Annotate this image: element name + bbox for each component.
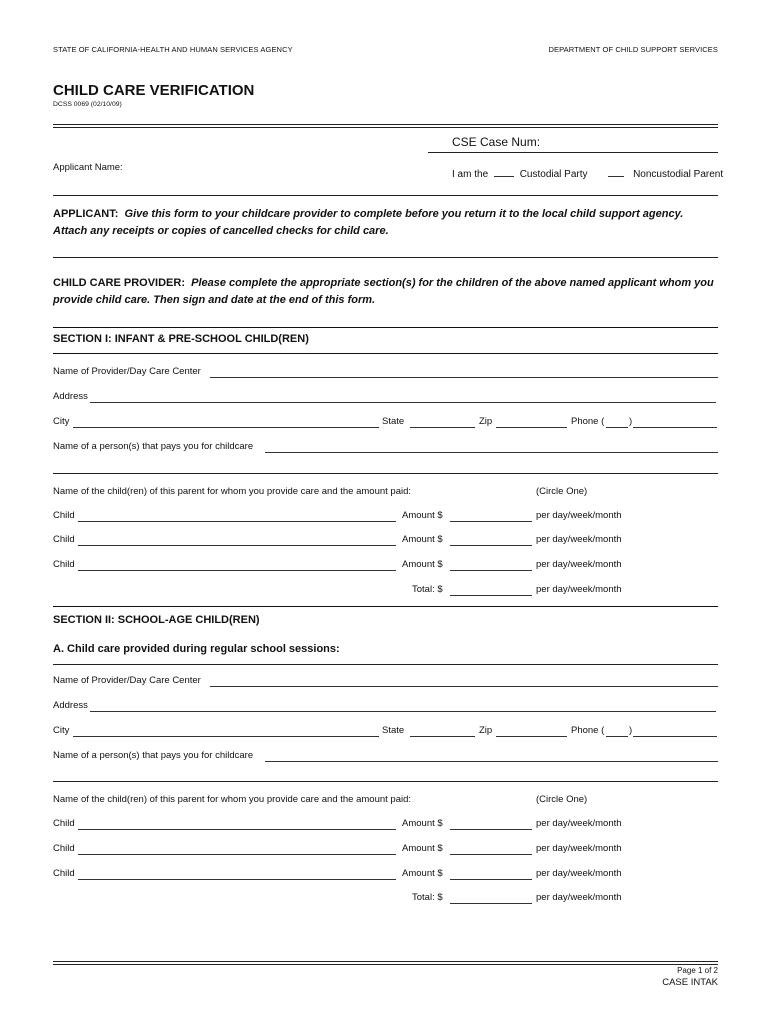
s2-amount-field[interactable]: [450, 854, 532, 855]
s1-provider-name-field[interactable]: [210, 377, 718, 378]
form-title: CHILD CARE VERIFICATION: [53, 82, 255, 99]
header-divider: [53, 124, 718, 128]
provider-lead: CHILD CARE PROVIDER:: [53, 277, 186, 289]
s2-payer-label: Name of a person(s) that pays you for childcare: [53, 750, 254, 761]
s2-address-row: [53, 700, 718, 714]
s1-total-field[interactable]: [450, 595, 532, 596]
s1-provider-name-label: Name of Provider/Day Care Center: [53, 366, 201, 377]
s2-child-row-2: [53, 843, 718, 857]
s2-total-label: Total: $: [412, 892, 443, 903]
s2-child-field[interactable]: [78, 854, 396, 855]
s1-child-field[interactable]: [78, 521, 396, 522]
s1-amount-label: Amount $: [402, 559, 443, 570]
s2-child-label: Child: [53, 843, 75, 854]
s2-amount-label: Amount $: [402, 843, 443, 854]
s2-amount-field[interactable]: [450, 829, 532, 830]
i-am-the-label: I am the: [452, 169, 489, 180]
applicant-divider: [53, 195, 718, 196]
s2-phone-close: ): [629, 725, 633, 736]
s1-total-label: Total: $: [412, 584, 443, 595]
s2-amount-label: Amount $: [402, 818, 443, 829]
provider-instruction: [53, 275, 718, 309]
s1-amount-label: Amount $: [402, 534, 443, 545]
s1-amount-label: Amount $: [402, 510, 443, 521]
s2-provider-name-label: Name of Provider/Day Care Center: [53, 675, 201, 686]
section2-subtitle: A. Child care provided during regular school sessions:: [53, 643, 340, 655]
section2-title: SECTION II: SCHOOL-AGE CHILD(REN): [53, 614, 260, 626]
s1-zip-field[interactable]: [496, 427, 567, 428]
applicant-lead: APPLICANT:: [53, 208, 119, 220]
agency-right: DEPARTMENT OF CHILD SUPPORT SERVICES: [548, 45, 718, 54]
s1-per-label[interactable]: per day/week/month: [536, 534, 622, 545]
s2-area-code-field[interactable]: [606, 736, 628, 737]
s1-child-field[interactable]: [78, 545, 396, 546]
s1-area-code-field[interactable]: [606, 427, 628, 428]
s2-provider-name-field[interactable]: [210, 686, 718, 687]
s1-state-label: State: [382, 416, 405, 427]
s2-payer-divider: [53, 781, 718, 782]
s2-total-row: [53, 892, 718, 906]
s2-per-label[interactable]: per day/week/month: [536, 843, 622, 854]
s1-provider-name-row: [53, 366, 718, 380]
s1-total-per-label[interactable]: per day/week/month: [536, 584, 622, 595]
s1-city-field[interactable]: [73, 427, 379, 428]
s1-city-row: [53, 416, 718, 430]
section1-bottom-rule: [53, 353, 718, 354]
custodial-checkbox-line[interactable]: [494, 166, 514, 177]
case-intake-label: CASE INTAK: [662, 977, 718, 988]
s2-child-row-3: [53, 868, 718, 882]
s1-child-label: Child: [53, 510, 75, 521]
s1-child-row-2: [53, 534, 718, 548]
s1-address-row: [53, 391, 718, 405]
s2-phone-label: Phone (: [571, 725, 605, 736]
s1-child-field[interactable]: [78, 570, 396, 571]
s1-children-intro: Name of the child(ren) of this parent for whom you provide care and the amount paid:: [53, 486, 412, 497]
s1-city-label: City: [53, 416, 70, 427]
s1-payer-row: [53, 441, 718, 455]
s1-payer-label: Name of a person(s) that pays you for childcare: [53, 441, 254, 452]
s2-state-field[interactable]: [410, 736, 475, 737]
s1-phone-label: Phone (: [571, 416, 605, 427]
s2-payer-field[interactable]: [265, 761, 718, 762]
s1-state-field[interactable]: [410, 427, 475, 428]
s2-city-label: City: [53, 725, 70, 736]
s2-payer-row: [53, 750, 718, 764]
section2-subtitle-rule: [53, 664, 718, 665]
noncustodial-parent-label: Noncustodial Parent: [633, 169, 724, 180]
s1-payer-field[interactable]: [265, 452, 718, 453]
s2-city-field[interactable]: [73, 736, 379, 737]
s2-zip-field[interactable]: [496, 736, 567, 737]
s1-circle-one: (Circle One): [536, 486, 588, 497]
party-selector: [452, 166, 723, 180]
s2-phone-field[interactable]: [633, 736, 717, 737]
s2-child-field[interactable]: [78, 879, 396, 880]
s1-child-row-1: [53, 510, 718, 524]
s2-address-field[interactable]: [90, 711, 716, 712]
provider-text: Please complete the appropriate section(s) for the children of the above named applicant whom you provide child care. Then sign and date at the end of this form.: [53, 277, 714, 306]
s2-circle-one: (Circle One): [536, 794, 588, 805]
s1-per-label[interactable]: per day/week/month: [536, 559, 622, 570]
s2-zip-label: Zip: [479, 725, 493, 736]
instruction-divider: [53, 257, 718, 258]
s2-state-label: State: [382, 725, 405, 736]
s1-payer-divider: [53, 473, 718, 474]
s2-provider-name-row: [53, 675, 718, 689]
page-number: Page 1 of 2: [677, 966, 718, 975]
s2-amount-label: Amount $: [402, 868, 443, 879]
agency-left: STATE OF CALIFORNIA-HEALTH AND HUMAN SERVICES AGENCY: [53, 45, 293, 54]
s1-child-label: Child: [53, 559, 75, 570]
s1-per-label[interactable]: per day/week/month: [536, 510, 622, 521]
s2-child-row-1: [53, 818, 718, 832]
s1-child-label: Child: [53, 534, 75, 545]
s2-child-label: Child: [53, 868, 75, 879]
s2-address-label: Address: [53, 700, 88, 711]
s2-amount-field[interactable]: [450, 879, 532, 880]
applicant-name-label: Applicant Name:: [53, 162, 123, 173]
cse-case-divider: [428, 152, 718, 153]
s2-per-label[interactable]: per day/week/month: [536, 818, 622, 829]
s1-amount-field[interactable]: [450, 545, 532, 546]
applicant-instruction: [53, 206, 718, 240]
form-number: DCSS 0069 (02/10/09): [53, 101, 122, 108]
section2-top-rule: [53, 606, 718, 607]
applicant-text: Give this form to your childcare provider to complete before you return it to the local child support agency. Attach any receipts or copies of cancelled checks for child care.: [53, 208, 684, 237]
section1-title: SECTION I: INFANT & PRE-SCHOOL CHILD(REN): [53, 333, 309, 345]
s1-address-label: Address: [53, 391, 88, 402]
section1-top-rule: [53, 327, 718, 328]
s1-zip-label: Zip: [479, 416, 493, 427]
s2-total-field[interactable]: [450, 903, 532, 904]
s1-total-row: [53, 584, 718, 598]
s1-phone-close: ): [629, 416, 633, 427]
s1-amount-field[interactable]: [450, 570, 532, 571]
s1-child-row-3: [53, 559, 718, 573]
cse-case-num-label: CSE Case Num:: [452, 135, 541, 149]
s2-children-intro: Name of the child(ren) of this parent for whom you provide care and the amount paid:: [53, 794, 412, 805]
s2-child-field[interactable]: [78, 829, 396, 830]
s2-total-per-label[interactable]: per day/week/month: [536, 892, 622, 903]
custodial-party-label: Custodial Party: [519, 169, 588, 180]
s1-phone-field[interactable]: [633, 427, 717, 428]
s2-city-row: [53, 725, 718, 739]
s1-address-field[interactable]: [90, 402, 716, 403]
s2-child-label: Child: [53, 818, 75, 829]
s2-per-label[interactable]: per day/week/month: [536, 868, 622, 879]
s1-amount-field[interactable]: [450, 521, 532, 522]
noncustodial-checkbox-line[interactable]: [608, 166, 624, 177]
footer-divider: [53, 961, 718, 965]
